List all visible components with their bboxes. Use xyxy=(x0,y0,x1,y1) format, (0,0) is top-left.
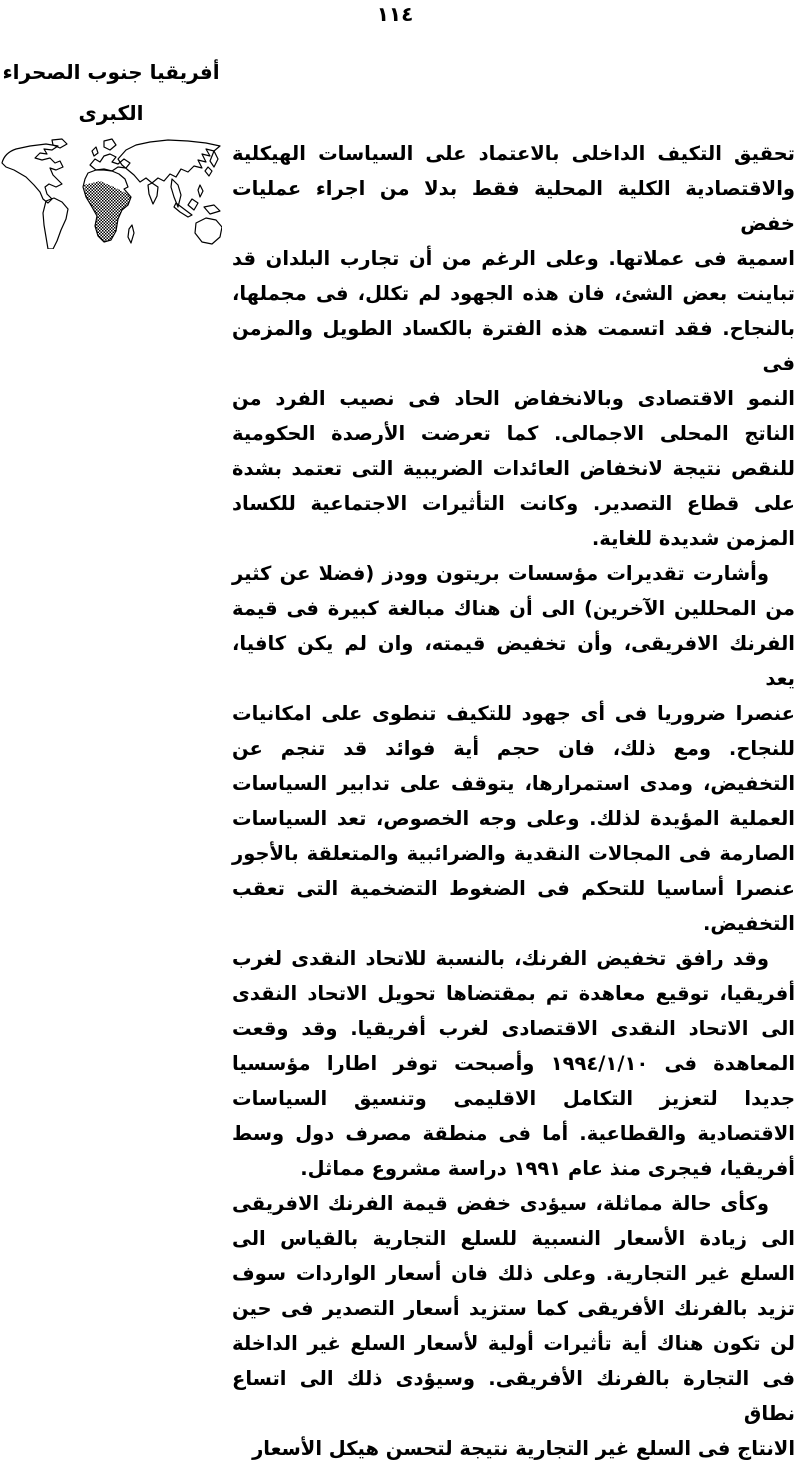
paragraph xyxy=(232,1186,795,1466)
text-line: الانتاج فى السلع غير التجارية نتيجة لتحسن هيكل الأسعار xyxy=(252,1437,795,1460)
text-line: من المحللين الآخرين) الى أن هناك مبالغة كبيرة فى قيمة xyxy=(232,597,795,620)
text-line: الصارمة فى المجالات النقدية والضرائبية والمتعلقة بالأجور xyxy=(232,842,795,865)
text-line: التخفيض. xyxy=(702,912,795,935)
text-line: تحقيق التكيف الداخلى بالاعتماد على السياسات الهيكلية xyxy=(232,142,795,165)
text-line: تباينت بعض الشئ، فان هذه الجهود لم تكلل، فى مجملها، xyxy=(232,282,795,305)
text-line: وكأى حالة مماثلة، سيؤدى خفض قيمة الفرنك الافريقى xyxy=(232,1192,769,1215)
paragraph xyxy=(232,136,795,556)
text-line: جديدا لتعزيز التكامل الاقليمى وتنسيق السياسات xyxy=(232,1087,795,1110)
text-line: على قطاع التصدير. وكانت التأثيرات الاجتماعية للكساد xyxy=(232,492,795,515)
text-line: أفريقيا، توقيع معاهدة تم بمقتضاها تحويل الاتحاد النقدى xyxy=(232,982,795,1005)
text-line: الفرنك الافريقى، وأن تخفيض قيمته، وان لم يكن كافيا، يعد xyxy=(232,632,795,690)
text-line: والاقتصادية الكلية المحلية فقط بدلا من اجراء عمليات خفض xyxy=(232,177,795,235)
text-line: عنصرا أساسيا للتحكم فى الضغوط التضخمية التى تعقب xyxy=(232,877,795,900)
text-line: فى التجارة بالفرنك الأفريقى. وسيؤدى ذلك الى اتساع نطاق xyxy=(232,1367,795,1425)
text-line: للنقص نتيجة لانخفاض العائدات الضريبية التى تعتمد بشدة xyxy=(232,457,795,480)
text-line: التخفيض، ومدى استمرارها، يتوقف على تدابير السياسات xyxy=(232,772,795,795)
text-line: العملية المؤيدة لذلك. وعلى وجه الخصوص، تعد السياسات xyxy=(232,807,795,830)
text-line: الناتج المحلى الاجمالى. كما تعرضت الأرصدة الحكومية xyxy=(232,422,795,445)
region-label-line2: الكبرى xyxy=(78,101,144,125)
world-map-icon xyxy=(0,137,222,249)
text-line: عنصرا ضروريا فى أى جهود للتكيف تنطوى على امكانيات xyxy=(232,702,795,725)
text-line: النمو الاقتصادى وبالانخفاض الحاد فى نصيب الفرد من xyxy=(232,387,795,410)
text-line: للنجاح. ومع ذلك، فان حجم أية فوائد قد تنجم عن xyxy=(232,737,795,760)
text-line: الى الاتحاد النقدى الاقتصادى لغرب أفريقيا. وقد وقعت xyxy=(232,1017,795,1040)
text-line: أفريقيا، فيجرى منذ عام ١٩٩١ دراسة مشروع مماثل. xyxy=(300,1157,795,1180)
text-line: الاقتصادية والقطاعية. أما فى منطقة مصرف دول وسط xyxy=(232,1122,795,1145)
margin-region-label xyxy=(0,60,222,125)
text-line: بالنجاح. فقد اتسمت هذه الفترة بالكساد الطويل والمزمن فى xyxy=(232,317,795,375)
text-line: المزمن شديدة للغاية. xyxy=(591,527,795,550)
body-text xyxy=(232,136,795,1466)
text-line: الى زيادة الأسعار النسبية للسلع التجارية بالقياس الى xyxy=(232,1227,795,1250)
text-line: لن تكون هناك أية تأثيرات أولية لأسعار السلع غير الداخلة xyxy=(232,1332,795,1355)
region-label-line1: أفريقيا جنوب الصحراء xyxy=(2,60,220,84)
page-number: ١١٤ xyxy=(376,2,414,26)
paragraph xyxy=(232,556,795,941)
text-line: وقد رافق تخفيض الفرنك، بالنسبة للاتحاد النقدى لغرب xyxy=(232,947,769,970)
text-line: وأشارت تقديرات مؤسسات بريتون وودز (فضلا عن كثير xyxy=(232,562,769,585)
text-line: تزيد بالفرنك الأفريقى كما ستزيد أسعار التصدير فى حين xyxy=(232,1297,795,1320)
text-line: السلع غير التجارية. وعلى ذلك فان أسعار الواردات سوف xyxy=(232,1262,795,1285)
text-line: المعاهدة فى ١٩٩٤/١/١٠ وأصبحت توفر اطارا مؤسسيا xyxy=(232,1052,795,1075)
paragraph xyxy=(232,941,795,1186)
text-line: اسمية فى عملاتها. وعلى الرغم من أن تجارب البلدان قد xyxy=(232,247,795,270)
